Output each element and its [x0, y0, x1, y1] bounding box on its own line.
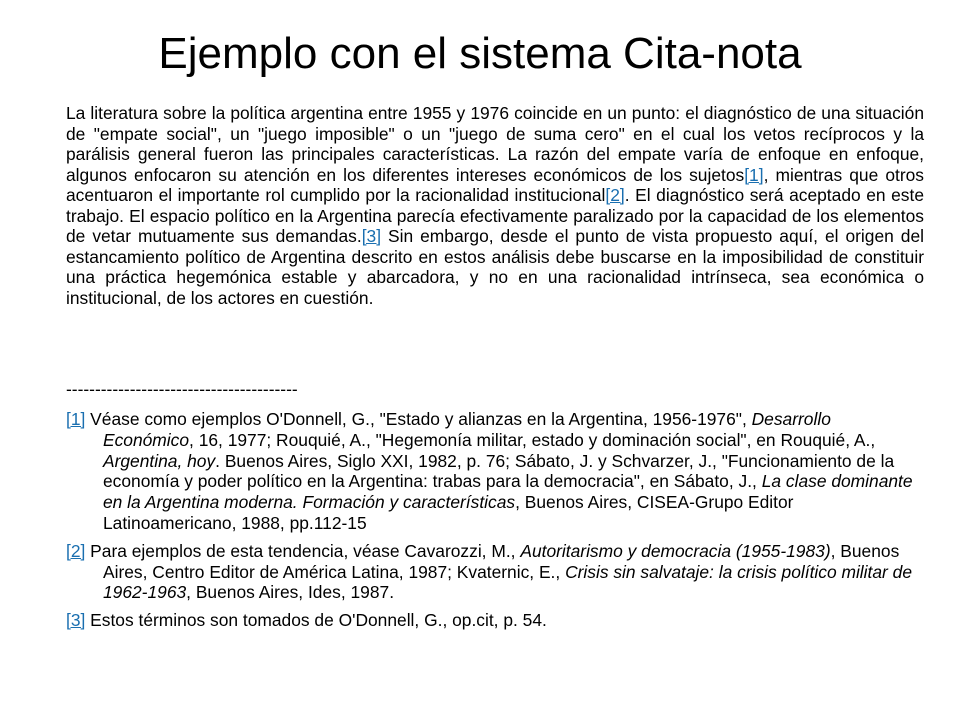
- footnote-1-backlink[interactable]: [1]: [66, 409, 86, 429]
- footnote-3-backlink[interactable]: [3]: [66, 610, 86, 631]
- footnote-2: [66, 541, 926, 603]
- footnote-1-text-4: , Buenos Aires, CISEA-Grupo Editor Latinoamericano, 1988, pp.112-15: [103, 492, 794, 533]
- paragraph-text-3: . El diagnóstico será aceptado en este trabajo. El espacio político en la Argentina parecía efectivamente paralizado por la capacidad de los elementos de vetar mutuamente sus demandas.: [66, 185, 924, 246]
- main-paragraph: [66, 103, 924, 308]
- page-title: Ejemplo con el sistema Cita-nota: [158, 29, 802, 78]
- footnotes-section: [66, 409, 926, 638]
- footnote-1: [66, 409, 926, 534]
- footnote-2-text-2: , Buenos Aires, Centro Editor de América Latina, 1987; Kvaternic, E.,: [103, 540, 900, 582]
- paragraph-text-1: La literatura sobre la política argentina entre 1955 y 1976 coincide en un punto: el diagnóstico de una situación de "empate social", un "juego imposible" o un "juego de suma cero" en el cual los vetos recíprocos y la parálisis general fueron las principales características. La razón del empate varía de enfoque en enfoque, algunos enfocaron su atención en los diferentes intereses económicos de los sujetos: [66, 103, 924, 185]
- footnote-2-italic-2: Crisis sin salvataje: la crisis político militar de 1962-1963: [103, 561, 913, 603]
- footnote-1-text-2: , 16, 1977; Rouquié, A., "Hegemonía militar, estado y dominación social", en Rouquié, A.,: [189, 429, 876, 450]
- footnote-ref-3-link[interactable]: [3]: [361, 226, 382, 246]
- footnote-1-italic-2: Argentina, hoy: [103, 450, 216, 471]
- footnote-3-text: Estos términos son tomados de O'Donnell, G., op.cit, p. 54.: [85, 610, 547, 631]
- footnote-1-text-3: . Buenos Aires, Siglo XXI, 1982, p. 76; Sábato, J. y Schvarzer, J., "Funcionamiento de la economía y poder político en la Argentina: trabas para la democracia", en Sábato, J.,: [103, 450, 895, 492]
- footnote-2-italic-1: Autoritarismo y democracia (1955-1983): [520, 540, 831, 561]
- footnote-ref-2-link[interactable]: [2]: [605, 185, 625, 205]
- paragraph-text-4: Sin embargo, desde el punto de vista propuesto aquí, el origen del estancamiento político de Argentina descrito en estos análisis debe buscarse en la imposibilidad de constituir una práctica hegemónica estable y abarcadora, y no en una racionalidad intrínseca, sea económica o institucional, de los actores en cuestión.: [66, 226, 924, 308]
- footnote-2-backlink[interactable]: [2]: [66, 540, 86, 561]
- footnote-separator: ----------------------------------------: [66, 379, 298, 399]
- footnote-3: [66, 610, 926, 631]
- footnote-1-italic-1: Desarrollo Económico: [103, 409, 831, 450]
- footnote-2-text: Para ejemplos de esta tendencia, véase Cavarozzi, M.,: [85, 540, 521, 561]
- footnote-1-italic-3: La clase dominante en la Argentina moderna. Formación y características: [103, 471, 913, 513]
- footnote-ref-1-link[interactable]: [1]: [744, 164, 764, 185]
- paragraph-text-2: , mientras que otros acentuaron el importante rol cumplido por la racionalidad institucional: [66, 164, 924, 205]
- footnote-2-text-3: , Buenos Aires, Ides, 1987.: [186, 582, 395, 603]
- footnote-1-text: Véase como ejemplos O'Donnell, G., "Estado y alianzas en la Argentina, 1956-1976",: [85, 409, 752, 429]
